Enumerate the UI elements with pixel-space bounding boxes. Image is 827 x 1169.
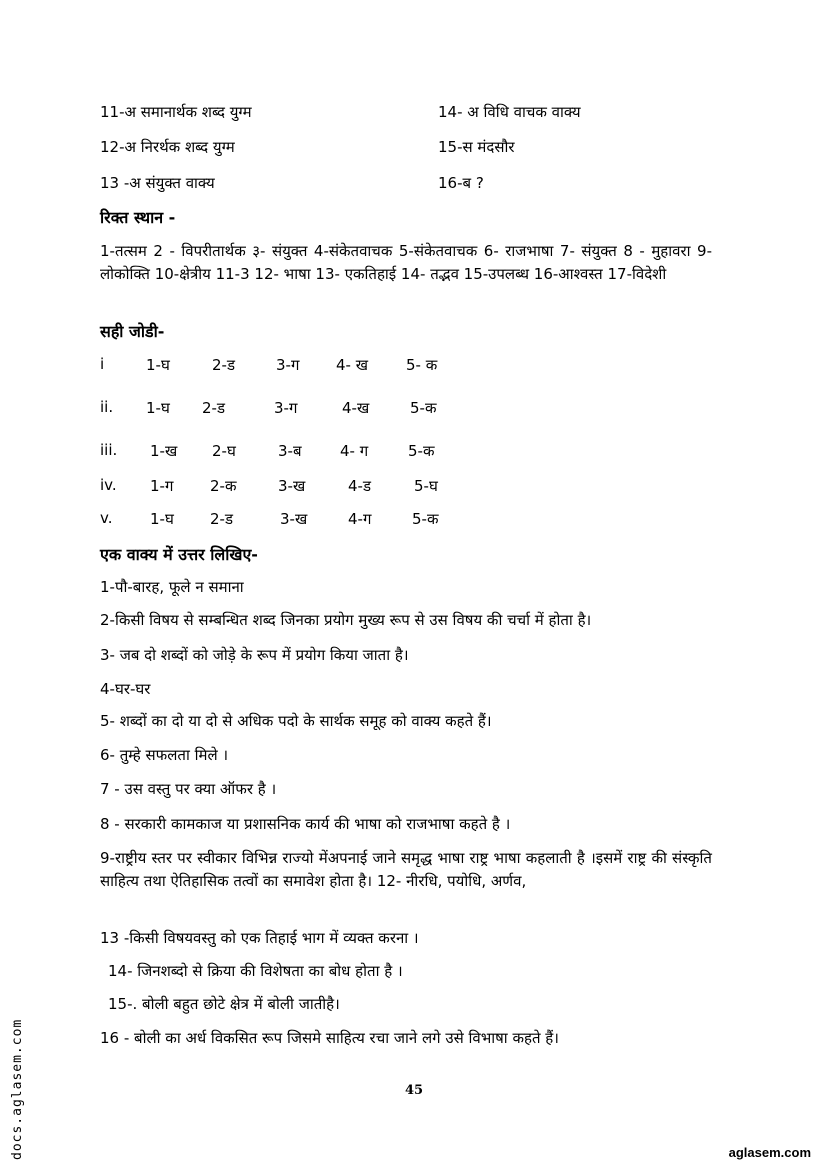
pair-1: 1-घ: [146, 356, 170, 374]
pair-5: 5-क: [408, 442, 435, 460]
answer-item: 7 - उस वस्तु पर क्या ऑफर है ।: [100, 780, 277, 798]
pair-4: 4-ख: [342, 399, 370, 417]
answer-item: 3- जब दो शब्दों को जोड़े के रूप में प्रयोग किया जाता है।: [100, 646, 409, 664]
pair-1: 1-घ: [146, 399, 170, 417]
answer-item: 1-पौ-बारह, फूले न समाना: [100, 578, 244, 596]
fill-blanks-answers: 1-तत्सम 2 - विपरीतार्थक ३- संयुक्त 4-संकेतवाचक 5-संकेतवाचक 6- राजभाषा 7- संयुक्त 8 - मुहावरा 9- लोकोक्ति 10-क्षेत्रीय 11-3 12- भाषा 13- एकतिहाई 14- तद्भव 15-उपलब्ध 16-आश्वस्त 17-विदेशी: [100, 242, 712, 283]
pair-5: 5-घ: [414, 477, 438, 495]
pair-2: 2-ड: [202, 399, 225, 417]
fill-blanks-heading: रिक्त स्थान -: [100, 208, 176, 227]
pair-4: 4- ग: [340, 442, 369, 460]
answer-15: 15-स मंदसौर: [438, 138, 515, 156]
pair-2: 2-घ: [212, 442, 236, 460]
pair-1: 1-ख: [150, 442, 178, 460]
answer-item: 2-किसी विषय से सम्बन्धित शब्द जिनका प्रयोग मुख्य रूप से उस विषय की चर्चा में होता है।: [100, 611, 592, 629]
pair-5: 5-क: [410, 399, 437, 417]
answer-item: 4-घर-घर: [100, 680, 151, 698]
answer-item: 13 -किसी विषयवस्तु को एक तिहाई भाग में व्यक्त करना ।: [100, 929, 419, 947]
pair-3: 3-ग: [276, 356, 300, 374]
pair-4: 4-ड: [348, 477, 371, 495]
pair-4: 4-ग: [348, 510, 372, 528]
one-sentence-heading: एक वाक्य में उत्तर लिखिए-: [100, 545, 258, 564]
pair-3: 3-ग: [274, 399, 298, 417]
pair-3: 3-ख: [278, 477, 306, 495]
pair-3: 3-ख: [280, 510, 308, 528]
pair-2: 2-क: [210, 477, 237, 495]
page-number: 45: [405, 1083, 424, 1098]
matching-heading: सही जोडी-: [100, 322, 165, 341]
pair-1: 1-घ: [150, 510, 174, 528]
row-label: iii.: [100, 441, 118, 459]
answer-item: 15-. बोली बहुत छोटे क्षेत्र में बोली जातीहै।: [108, 995, 340, 1013]
watermark: docs.aglasem.com: [10, 1018, 25, 1160]
answer-11: 11-अ समानार्थक शब्द युग्म: [100, 103, 252, 121]
answer-item: 16 - बोली का अर्ध विकसित रूप जिसमे साहित्य रचा जाने लगे उसे विभाषा कहते हैं।: [100, 1029, 559, 1047]
pair-2: 2-ड: [210, 510, 233, 528]
pair-3: 3-ब: [278, 442, 302, 460]
answer-12: 12-अ निरर्थक शब्द युग्म: [100, 138, 235, 156]
site-name[interactable]: aglasem.com: [728, 1145, 811, 1160]
pair-5: 5-क: [412, 510, 439, 528]
answer-item: 9-राष्ट्रीय स्तर पर स्वीकार विभिन्न राज्यो मेंअपनाई जाने समृद्ध भाषा राष्ट्र भाषा कहलाती है ।इसमें राष्ट्र की संस्कृति साहित्य तथा ऐतिहासिक तत्वों का समावेश होता है। 12- नीरधि, पयोधि, अर्णव,: [100, 849, 712, 890]
pair-4: 4- ख: [336, 356, 368, 374]
row-label: iv.: [100, 476, 117, 494]
answer-16: 16-ब ?: [438, 174, 484, 192]
answer-13: 13 -अ संयुक्त वाक्य: [100, 174, 215, 192]
row-label: ii.: [100, 398, 114, 416]
answer-14: 14- अ विधि वाचक वाक्य: [438, 103, 581, 121]
answer-item: 8 - सरकारी कामकाज या प्रशासनिक कार्य की भाषा को राजभाषा कहते है ।: [100, 815, 511, 833]
answer-item: 6- तुम्हे सफलता मिले ।: [100, 746, 229, 764]
row-label: v.: [100, 509, 113, 527]
answer-item: 5- शब्दों का दो या दो से अधिक पदो के सार्थक समूह को वाक्य कहते हैं।: [100, 712, 492, 730]
pair-5: 5- क: [406, 356, 438, 374]
pair-2: 2-ड: [212, 356, 235, 374]
pair-1: 1-ग: [150, 477, 174, 495]
row-label: i: [100, 355, 105, 373]
answer-item: 14- जिनशब्दो से क्रिया की विशेषता का बोध होता है ।: [108, 962, 403, 980]
